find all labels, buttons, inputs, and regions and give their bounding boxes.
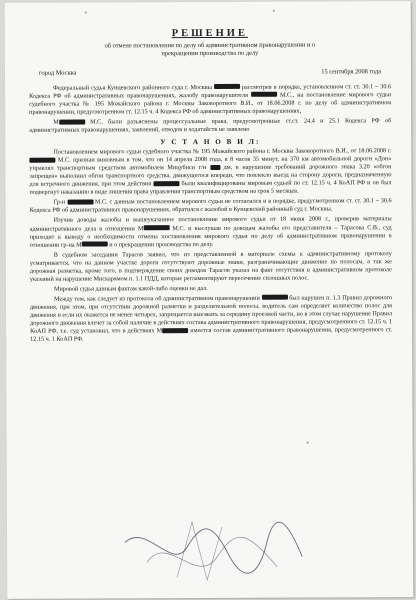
redaction-mark <box>210 165 220 170</box>
subtitle-line-1: об отмене постановления по делу об административном правонарушении и о <box>104 41 316 50</box>
redaction-mark <box>153 181 179 186</box>
document-title: РЕШЕНИЕ <box>171 27 249 40</box>
paragraph-protocol-part-c: имеется состав административного правонарушения, предусмотренного ст. 12.15 ч. 1 КоАП РФ. <box>30 326 393 343</box>
scan-speck <box>307 442 309 444</box>
redaction-mark <box>251 92 277 97</box>
paragraph-no-assessment: Мировой судья данным фактам какой-либо оценки не дал. <box>53 284 208 293</box>
paragraph-review-part-b: М.С. и выслушав по доводам жалобы его представителя – Тарасова С.В., суд приходит к выводу о необходимости отмены постановления мирового судьи по делу об административном правонарушении в отношении гр-на М <box>29 223 392 249</box>
redaction-mark <box>162 328 188 333</box>
paragraph-appeal-part-b: М.С. с данным постановлением мирового судьи не согласился и в порядке, предусмотренном ст. ст. 30.1 – 30.6 Кодекса РФ об административных правонарушениях, обратился с жалобой в Кунцевский районный суд г. Москвы. <box>29 197 392 215</box>
paragraph-ruling-part-c: дм, в нарушение требований дорожного знака 3.20 «обгон запрещен» выполнил обгон транспортного средства, движущегося впереди, что повлекло выезд на сторону дороги, предназначенную для встречного движения, при этом действия <box>29 163 392 189</box>
document-page <box>5 1 414 599</box>
paragraph-ruling <box>29 147 391 197</box>
paragraph-ruling-part-a: Постановлением мирового судьи судебного участка № 195 Можайского района г. Москвы Заковоротного В.И., от 18.06.2008 г. <box>53 147 392 156</box>
paragraph-judge-part-b: рассмотрев в порядке, установленном ст. ст. 30.1 – 30.6 Кодекса РФ об административных правонарушениях, жалобу правонарушителя <box>29 83 392 100</box>
subtitle-line-2: прекращении производства по делу <box>161 50 259 58</box>
paragraph-rights-part-a: М <box>53 118 59 126</box>
paragraph-ruling-part-b: М.С. признан виновным в том, что он 14 апреля 2008 года, в 8 часов 35 минут, на 370 км автомобильной дороги «Дон» управлял транспортным средством автомобилем Мицубиси г/н <box>29 155 392 172</box>
redaction-mark <box>143 225 169 230</box>
paragraph-review <box>30 216 392 250</box>
paragraph-appeal <box>30 198 392 216</box>
redaction-mark <box>59 119 85 124</box>
redaction-mark <box>67 199 93 204</box>
redaction-mark <box>82 242 108 247</box>
paragraph-protocol-part-a: Между тем, как следует из протокола об административном правонарушении <box>53 294 260 303</box>
paragraph-rights-part-b: М.С. были разъяснены процессуальные права, предусмотренные ст.ст. 24.4 и 25.1 Кодекса РФ об административных правонарушениях, заявлений, отводов и ходатайств не заявлено <box>29 117 392 134</box>
scan-speck <box>273 10 275 12</box>
document-subtitle <box>29 41 391 59</box>
paragraph-judge <box>29 83 391 117</box>
redaction-mark <box>262 295 288 300</box>
paragraph-hearing: В судебном заседании Тарасов заявил, что из представленной в материале схемы к административному протоколу усматривается, что на данном участке дороги отсутствуют дорожные знаки, разграничивающие движение по полосам, а так же дорожная разметка, кроме того, в подтверждение своих доводов Тарасов указал на факт отсутствия в административном протоколе указаний на нарушение Мискарямом п. 1.1 ПДД, которые регламентируют пересечение сплошных полос. <box>29 249 392 283</box>
paragraph-review-part-c: и о прекращении производства по делу. <box>109 240 214 249</box>
paragraph-ruling-part-d: были квалифицированы мировым судьей по ст. 12.15 ч. 4 КоАП РФ и он был подвергнут наказанию в виде лишения права управления транспортным средством на срок 5 месяцев. <box>29 179 392 197</box>
paragraph-appeal-part-a: Гр-н <box>53 199 66 207</box>
section-heading: У С Т А Н О В И Л: <box>160 137 261 147</box>
redaction-mark <box>214 84 240 89</box>
document-body <box>29 27 392 346</box>
paragraph-judge-part-c: М.С., на постановление мирового судьи судебного участка № 195 Можайского района г. Москвы Заковоротного В.И., от 18.06.2008 г. по делу об административном правонарушении, предусмотренном ст. 12.15 ч. 4 Кодекса РФ об административных правонарушениях, <box>29 91 392 116</box>
paragraph-rights <box>29 117 391 135</box>
paragraph-protocol-part-b: был нарушен п. 1.3 Правил дорожного движения, при этом, при отсутствии дорожной разметки и разделительной полосы, водитель сам определяет количество полос для движения и если их окажется не менее четырех, запрещается выезжать за середину проезжей части, но в этом случае нарушение Правил дорожного движения влечет за собой наличие в действиях состава административного правонарушения, предусмотренного ст. 12.15 ч. 1 КоАП РФ, т.е. суд установил, что в действиях М <box>30 294 393 335</box>
scan-speck <box>85 12 87 14</box>
city: город Москва <box>38 69 77 77</box>
signature-scribble <box>117 502 307 593</box>
redaction-mark <box>29 157 55 162</box>
paragraph-protocol <box>30 294 392 344</box>
paragraph-review-part-a: Изучив доводы жалобы и вышеуказанное постановление мирового судьи от 18 июня 2008 г., проверив материалы административного дела в отношении М <box>29 215 392 233</box>
place-date-line <box>29 68 391 77</box>
date: 15 сентября 2008 года <box>321 68 382 76</box>
paragraph-judge-part-a: Федеральный судья Кунцевского районного суда г. Москвы <box>53 83 212 92</box>
